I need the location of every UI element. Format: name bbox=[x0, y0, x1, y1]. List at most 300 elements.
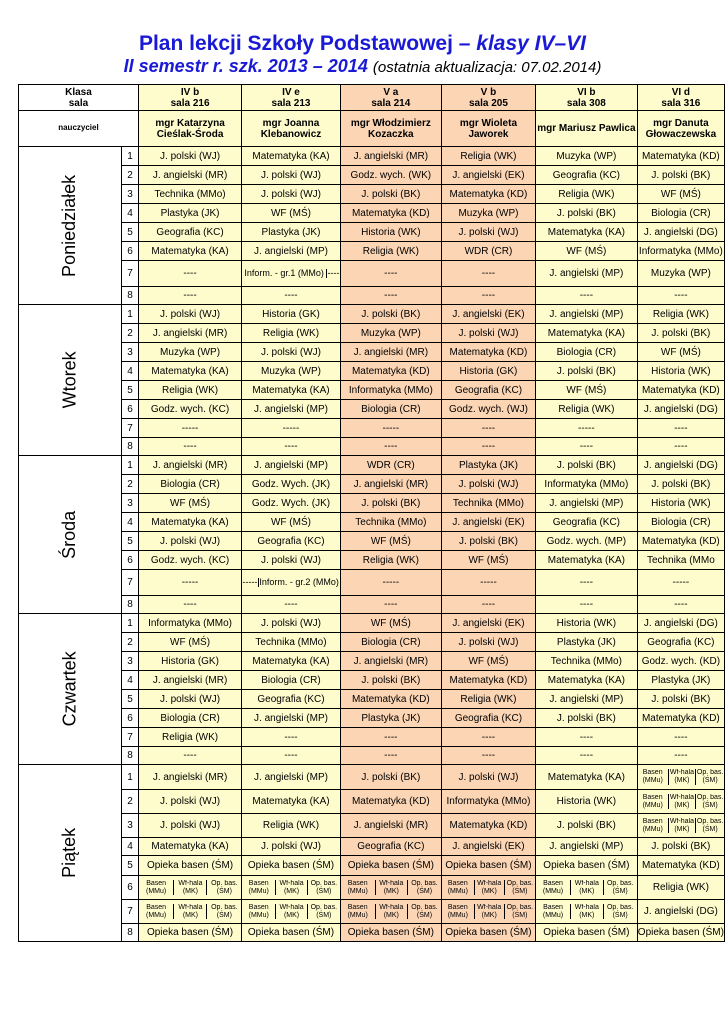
class-room: sala 308 bbox=[566, 97, 606, 109]
group-lesson: Wf-hala (MK) bbox=[375, 904, 407, 919]
klasa-label: Klasa bbox=[65, 86, 92, 98]
lesson-number: 4 bbox=[122, 513, 139, 532]
class-teacher: mgr Mariusz Pawlica bbox=[536, 111, 638, 147]
title-main: Plan lekcji Szkoły Podstawowej – bbox=[138, 32, 477, 55]
lesson-cell: Historia (WK) bbox=[536, 614, 638, 633]
lesson-cell: Religia (WK) bbox=[242, 814, 341, 838]
split-lesson bbox=[242, 269, 340, 279]
lesson-cell: J. angielski (MP) bbox=[536, 838, 638, 856]
day-label-cell bbox=[19, 456, 122, 614]
lesson-row bbox=[19, 494, 725, 513]
lesson-cell: J. polski (BK) bbox=[340, 305, 441, 324]
lesson-cell: ---- bbox=[242, 747, 341, 765]
lesson-row bbox=[19, 261, 725, 287]
lesson-cell: J. angielski (MP) bbox=[536, 305, 638, 324]
lesson-cell: Religia (WK) bbox=[340, 242, 441, 261]
lesson-cell: Matematyka (KD) bbox=[441, 814, 535, 838]
group-lesson: Basen (MMu) bbox=[542, 903, 564, 919]
lesson-cell: Geografia (KC) bbox=[536, 166, 638, 185]
class-name: V a bbox=[383, 86, 399, 98]
lesson-number: 1 bbox=[122, 305, 139, 324]
lesson-number: 2 bbox=[122, 633, 139, 652]
group-lesson: Basen (MMu) bbox=[146, 879, 167, 895]
lesson-cell: J. angielski (DG) bbox=[637, 400, 724, 419]
lesson-cell: Religia (WK) bbox=[536, 185, 638, 204]
lesson-cell bbox=[138, 876, 241, 900]
lesson-cell: Plastyka (JK) bbox=[242, 223, 341, 242]
lesson-row bbox=[19, 690, 725, 709]
lesson-cell: J. polski (WJ) bbox=[138, 814, 241, 838]
lesson-cell: J. angielski (MR) bbox=[340, 475, 441, 494]
lesson-cell: Matematyka (KA) bbox=[242, 652, 341, 671]
lesson-row bbox=[19, 924, 725, 942]
lesson-cell: Matematyka (KD) bbox=[340, 362, 441, 381]
lesson-number: 6 bbox=[122, 400, 139, 419]
lesson-cell: ----- bbox=[637, 570, 724, 596]
lesson-cell: J. polski (BK) bbox=[340, 765, 441, 790]
lesson-number: 7 bbox=[122, 570, 139, 596]
lesson-cell: Plastyka (JK) bbox=[536, 633, 638, 652]
lesson-cell: Plastyka (JK) bbox=[340, 709, 441, 728]
group-lesson: Op. bas. (ŚM) bbox=[408, 904, 441, 919]
lesson-number: 5 bbox=[122, 690, 139, 709]
lesson-cell: ---- bbox=[637, 747, 724, 765]
lesson-number: 8 bbox=[122, 438, 139, 456]
split-lesson bbox=[536, 880, 637, 895]
lesson-cell: WF (MŚ) bbox=[536, 381, 638, 400]
lesson-cell: ---- bbox=[138, 261, 241, 287]
split-lesson bbox=[638, 818, 724, 833]
title-classes: klasy IV–VI bbox=[476, 32, 587, 55]
lesson-cell: Technika (MMo) bbox=[242, 633, 341, 652]
lesson-cell: J. polski (WJ) bbox=[242, 185, 341, 204]
lesson-cell: Geografia (KC) bbox=[242, 690, 341, 709]
lesson-number: 4 bbox=[122, 671, 139, 690]
group-lesson: Wf-hala (MK) bbox=[669, 793, 694, 809]
split-lesson bbox=[139, 880, 241, 895]
lesson-cell: WF (MŚ) bbox=[138, 633, 241, 652]
day-label-cell bbox=[19, 765, 122, 942]
lesson-cell: Plastyka (JK) bbox=[441, 456, 535, 475]
lesson-cell: Historia (GK) bbox=[242, 305, 341, 324]
lesson-cell: Matematyka (KA) bbox=[242, 381, 341, 400]
lesson-cell bbox=[637, 814, 724, 838]
lesson-cell: J. polski (WJ) bbox=[441, 324, 535, 343]
split-lesson bbox=[341, 880, 441, 895]
group-lesson: Basen (MMu) bbox=[642, 817, 663, 833]
lesson-cell: Matematyka (KA) bbox=[536, 551, 638, 570]
lesson-cell: Historia (WK) bbox=[340, 223, 441, 242]
lesson-cell: Matematyka (KA) bbox=[536, 324, 638, 343]
lesson-cell: Religia (WK) bbox=[637, 876, 724, 900]
header-row-classes bbox=[19, 85, 725, 111]
lesson-cell: WF (MŚ) bbox=[637, 185, 724, 204]
lesson-cell: Opieka basen (ŚM) bbox=[242, 856, 341, 876]
split-lesson bbox=[536, 904, 637, 919]
group-lesson: Basen (MMu) bbox=[248, 879, 269, 895]
page-subtitle bbox=[0, 56, 725, 77]
lesson-row bbox=[19, 671, 725, 690]
lesson-row bbox=[19, 856, 725, 876]
lesson-cell: ---- bbox=[441, 596, 535, 614]
lesson-row bbox=[19, 147, 725, 166]
lesson-cell: ---- bbox=[340, 287, 441, 305]
lesson-cell: Matematyka (KA) bbox=[138, 362, 241, 381]
lesson-number: 2 bbox=[122, 790, 139, 814]
lesson-number: 6 bbox=[122, 709, 139, 728]
lesson-row bbox=[19, 185, 725, 204]
lesson-cell: Technika (MMo) bbox=[340, 513, 441, 532]
lesson-number: 2 bbox=[122, 166, 139, 185]
lesson-cell: WF (MŚ) bbox=[441, 652, 535, 671]
lesson-cell: ---- bbox=[536, 287, 638, 305]
lesson-cell bbox=[242, 900, 341, 924]
lesson-cell: ---- bbox=[138, 596, 241, 614]
lesson-cell: Historia (WK) bbox=[637, 494, 724, 513]
group-lesson: Wf-hala (MK) bbox=[669, 769, 694, 784]
day-name: Wtorek bbox=[59, 351, 80, 409]
class-room: sala 216 bbox=[170, 97, 210, 109]
lesson-cell: Matematyka (KD) bbox=[441, 343, 535, 362]
lesson-cell: WF (MŚ) bbox=[340, 614, 441, 633]
lesson-cell: Godz. wych. (KC) bbox=[138, 400, 241, 419]
lesson-cell: J. angielski (EK) bbox=[441, 305, 535, 324]
lesson-cell: Religia (WK) bbox=[441, 147, 535, 166]
lesson-row bbox=[19, 652, 725, 671]
group-lesson: Wf-hala (MK) bbox=[375, 880, 407, 895]
lesson-cell: Matematyka (KA) bbox=[138, 513, 241, 532]
split-lesson bbox=[341, 904, 441, 919]
lesson-cell: Geografia (KC) bbox=[242, 532, 341, 551]
lesson-cell: ----- bbox=[138, 419, 241, 438]
lesson-cell: Muzyka (WP) bbox=[441, 204, 535, 223]
lesson-cell: ---- bbox=[536, 438, 638, 456]
lesson-row bbox=[19, 765, 725, 790]
class-name: IV e bbox=[282, 86, 300, 98]
lesson-cell: Religia (WK) bbox=[242, 324, 341, 343]
lesson-cell: WF (MŚ) bbox=[441, 551, 535, 570]
lesson-row bbox=[19, 513, 725, 532]
lesson-number: 1 bbox=[122, 614, 139, 633]
lesson-number: 7 bbox=[122, 900, 139, 924]
group-lesson: Op. bas. (ŚM) bbox=[207, 880, 241, 895]
lesson-row bbox=[19, 814, 725, 838]
lesson-cell: Godz. Wych. (JK) bbox=[242, 475, 341, 494]
group-lesson: Op. bas. (ŚM) bbox=[307, 880, 339, 895]
lesson-cell: J. angielski (DG) bbox=[637, 614, 724, 633]
lesson-row bbox=[19, 324, 725, 343]
lesson-cell: Matematyka (KA) bbox=[536, 223, 638, 242]
lesson-cell: Matematyka (KD) bbox=[340, 790, 441, 814]
group-lesson: Basen (MMu) bbox=[642, 769, 663, 784]
lesson-row bbox=[19, 475, 725, 494]
lesson-number: 3 bbox=[122, 343, 139, 362]
lesson-row bbox=[19, 438, 725, 456]
lesson-cell: Historia (GK) bbox=[138, 652, 241, 671]
lesson-cell: Religia (WK) bbox=[441, 690, 535, 709]
lesson-cell: Technika (MMo) bbox=[441, 494, 535, 513]
lesson-cell: Opieka basen (ŚM) bbox=[441, 924, 535, 942]
lesson-cell: J. angielski (MR) bbox=[340, 343, 441, 362]
split-lesson bbox=[638, 769, 724, 784]
lesson-row bbox=[19, 570, 725, 596]
lesson-cell: Historia (GK) bbox=[441, 362, 535, 381]
lesson-number: 2 bbox=[122, 324, 139, 343]
lesson-cell: Opieka basen (ŚM) bbox=[536, 856, 638, 876]
lesson-cell: Geografia (KC) bbox=[138, 223, 241, 242]
lesson-cell: ---- bbox=[340, 747, 441, 765]
lesson-cell: Matematyka (KD) bbox=[637, 856, 724, 876]
lesson-cell: WF (MŚ) bbox=[242, 513, 341, 532]
lesson-cell: Opieka basen (ŚM) bbox=[441, 856, 535, 876]
lesson-cell: Opieka basen (ŚM) bbox=[536, 924, 638, 942]
lesson-cell: J. angielski (MP) bbox=[242, 456, 341, 475]
lesson-cell: Plastyka (JK) bbox=[637, 671, 724, 690]
lesson-row bbox=[19, 709, 725, 728]
lesson-cell: ---- bbox=[637, 596, 724, 614]
lesson-cell: J. polski (WJ) bbox=[441, 475, 535, 494]
lesson-cell: ---- bbox=[637, 287, 724, 305]
group-lesson: Wf-hala (MK) bbox=[174, 880, 207, 895]
group-lesson: Op. bas. (ŚM) bbox=[696, 793, 724, 809]
lesson-cell: J. polski (BK) bbox=[441, 532, 535, 551]
lesson-cell: Matematyka (KA) bbox=[138, 838, 241, 856]
lesson-cell: ---- bbox=[242, 728, 341, 747]
lesson-cell: Matematyka (KD) bbox=[441, 671, 535, 690]
group-lesson: Op. bas. (ŚM) bbox=[307, 904, 339, 919]
class-name: V b bbox=[480, 86, 497, 98]
lesson-cell: J. polski (WJ) bbox=[242, 614, 341, 633]
lesson-cell: WF (MŚ) bbox=[637, 343, 724, 362]
lesson-number: 4 bbox=[122, 362, 139, 381]
class-header bbox=[138, 85, 241, 111]
lesson-cell: J. angielski (EK) bbox=[441, 513, 535, 532]
day-name: Piątek bbox=[59, 827, 80, 879]
lesson-cell: J. polski (BK) bbox=[637, 690, 724, 709]
class-name: VI d bbox=[671, 86, 691, 98]
lesson-cell: Religia (WK) bbox=[536, 400, 638, 419]
group-lesson: Op. bas. (ŚM) bbox=[696, 769, 724, 784]
lesson-cell: J. polski (WJ) bbox=[441, 633, 535, 652]
lesson-cell: WF (MŚ) bbox=[138, 494, 241, 513]
day-name: Czwartek bbox=[59, 651, 80, 727]
lesson-cell: ---- bbox=[441, 747, 535, 765]
lesson-row bbox=[19, 728, 725, 747]
split-lesson bbox=[442, 904, 535, 919]
class-header bbox=[242, 85, 341, 111]
lesson-number: 2 bbox=[122, 475, 139, 494]
lesson-cell: J. polski (WJ) bbox=[138, 305, 241, 324]
lesson-cell: Opieka basen (ŚM) bbox=[340, 856, 441, 876]
lesson-number: 6 bbox=[122, 551, 139, 570]
lesson-cell: Geografia (KC) bbox=[637, 633, 724, 652]
lesson-cell: J. polski (BK) bbox=[340, 671, 441, 690]
lesson-number: 5 bbox=[122, 532, 139, 551]
group-lesson: Op. bas. (ŚM) bbox=[504, 904, 535, 919]
lesson-cell: J. angielski (MP) bbox=[242, 242, 341, 261]
lesson-cell: WDR (CR) bbox=[340, 456, 441, 475]
lesson-cell: ---- bbox=[340, 261, 441, 287]
lesson-number: 8 bbox=[122, 596, 139, 614]
lesson-cell: ---- bbox=[441, 438, 535, 456]
split-lesson bbox=[242, 904, 340, 919]
group-lesson: ---- bbox=[327, 268, 340, 278]
group-lesson: Wf-hala (MK) bbox=[174, 904, 207, 919]
lesson-cell: Religia (WK) bbox=[340, 551, 441, 570]
group-lesson: Op. bas. (ŚM) bbox=[603, 880, 637, 895]
lesson-cell: Matematyka (KD) bbox=[441, 185, 535, 204]
lesson-row bbox=[19, 381, 725, 400]
lesson-cell: Biologia (CR) bbox=[637, 513, 724, 532]
nauczyciel-label: nauczyciel bbox=[19, 111, 139, 147]
lesson-cell bbox=[242, 570, 341, 596]
lesson-cell bbox=[637, 765, 724, 790]
lesson-cell: J. polski (WJ) bbox=[138, 532, 241, 551]
lesson-cell: ---- bbox=[441, 728, 535, 747]
lesson-number: 7 bbox=[122, 728, 139, 747]
lesson-row bbox=[19, 223, 725, 242]
lesson-number: 5 bbox=[122, 856, 139, 876]
lesson-cell: Biologia (CR) bbox=[637, 204, 724, 223]
lesson-cell: ---- bbox=[536, 728, 638, 747]
lesson-cell: ---- bbox=[340, 596, 441, 614]
lesson-row bbox=[19, 419, 725, 438]
group-lesson: Op. bas. (ŚM) bbox=[696, 817, 724, 833]
lesson-cell: ---- bbox=[536, 747, 638, 765]
lesson-cell: J. angielski (MR) bbox=[138, 324, 241, 343]
lesson-row bbox=[19, 242, 725, 261]
lesson-cell: Religia (WK) bbox=[138, 728, 241, 747]
lesson-cell: ---- bbox=[138, 287, 241, 305]
lesson-cell bbox=[441, 900, 535, 924]
lesson-cell: J. polski (BK) bbox=[536, 814, 638, 838]
lesson-cell: Opieka basen (ŚM) bbox=[138, 924, 241, 942]
lesson-cell: Biologia (CR) bbox=[340, 633, 441, 652]
split-lesson bbox=[242, 578, 340, 588]
lesson-cell: J. angielski (MR) bbox=[138, 166, 241, 185]
lesson-row bbox=[19, 305, 725, 324]
lesson-cell: Technika (MMo) bbox=[138, 185, 241, 204]
group-lesson: Wf-hala (MK) bbox=[276, 904, 308, 919]
lesson-row bbox=[19, 614, 725, 633]
class-name: IV b bbox=[180, 86, 200, 98]
lesson-number: 4 bbox=[122, 204, 139, 223]
lesson-row bbox=[19, 362, 725, 381]
lesson-cell: J. polski (WJ) bbox=[138, 690, 241, 709]
lesson-cell: J. polski (WJ) bbox=[242, 166, 341, 185]
lesson-cell: Biologia (CR) bbox=[340, 400, 441, 419]
lesson-cell: J. angielski (EK) bbox=[441, 838, 535, 856]
lesson-number: 7 bbox=[122, 261, 139, 287]
lesson-number: 3 bbox=[122, 185, 139, 204]
lesson-cell: Technika (MMo bbox=[637, 551, 724, 570]
lesson-cell: Religia (WK) bbox=[637, 305, 724, 324]
lesson-cell: Godz. Wych. (JK) bbox=[242, 494, 341, 513]
lesson-cell: J. polski (BK) bbox=[340, 185, 441, 204]
lesson-cell: Godz. wych. (WK) bbox=[340, 166, 441, 185]
class-room: sala 214 bbox=[371, 97, 411, 109]
klasa-sala-header bbox=[19, 85, 139, 111]
lesson-cell: J. angielski (MP) bbox=[242, 709, 341, 728]
lesson-cell: Matematyka (KD) bbox=[637, 709, 724, 728]
group-lesson: Basen (MMu) bbox=[248, 903, 269, 919]
class-room: sala 316 bbox=[661, 97, 701, 109]
lesson-cell: Opieka basen (ŚM) bbox=[242, 924, 341, 942]
lesson-cell: J. polski (BK) bbox=[536, 362, 638, 381]
lesson-number: 8 bbox=[122, 287, 139, 305]
lesson-cell: Geografia (KC) bbox=[536, 513, 638, 532]
lesson-cell: J. polski (WJ) bbox=[441, 223, 535, 242]
day-label-cell bbox=[19, 305, 122, 456]
lesson-row bbox=[19, 287, 725, 305]
lesson-number: 3 bbox=[122, 814, 139, 838]
lesson-number: 5 bbox=[122, 223, 139, 242]
lesson-cell: J. angielski (MP) bbox=[536, 494, 638, 513]
lesson-cell: Geografia (KC) bbox=[340, 838, 441, 856]
lesson-cell: Religia (WK) bbox=[138, 381, 241, 400]
lesson-cell: Biologia (CR) bbox=[138, 709, 241, 728]
split-lesson bbox=[638, 794, 724, 809]
class-header bbox=[441, 85, 535, 111]
lesson-cell: J. polski (BK) bbox=[637, 324, 724, 343]
lesson-cell: ----- bbox=[340, 570, 441, 596]
lesson-cell: Matematyka (KD) bbox=[340, 690, 441, 709]
lesson-cell: J. polski (BK) bbox=[536, 204, 638, 223]
lesson-number: 7 bbox=[122, 419, 139, 438]
lesson-cell: ---- bbox=[242, 596, 341, 614]
lesson-cell: Opieka basen (ŚM) bbox=[340, 924, 441, 942]
lesson-cell: J. angielski (DG) bbox=[637, 900, 724, 924]
header-row-teachers bbox=[19, 111, 725, 147]
lesson-row bbox=[19, 532, 725, 551]
lesson-cell: WF (MŚ) bbox=[242, 204, 341, 223]
lesson-cell: J. angielski (MP) bbox=[536, 690, 638, 709]
lesson-cell: J. polski (WJ) bbox=[138, 790, 241, 814]
lesson-cell: Matematyka (KD) bbox=[637, 147, 724, 166]
class-room: sala 213 bbox=[271, 97, 311, 109]
day-name: Środa bbox=[59, 510, 80, 559]
group-lesson: Wf-hala (MK) bbox=[669, 817, 694, 833]
lesson-cell: Muzyka (WP) bbox=[637, 261, 724, 287]
lesson-cell: Biologia (CR) bbox=[536, 343, 638, 362]
group-lesson: Op. bas. (ŚM) bbox=[207, 904, 241, 919]
lesson-cell: Godz. wych. (KD) bbox=[637, 652, 724, 671]
lesson-cell: Opieka basen (ŚM) bbox=[138, 856, 241, 876]
lesson-cell: ----- bbox=[340, 419, 441, 438]
class-header bbox=[637, 85, 724, 111]
class-name: VI b bbox=[577, 86, 596, 98]
group-lesson: Wf-hala (MK) bbox=[474, 904, 504, 919]
lesson-number: 8 bbox=[122, 747, 139, 765]
group-lesson: ----- bbox=[242, 577, 258, 587]
group-lesson: Basen (MMu) bbox=[447, 879, 468, 895]
lesson-row bbox=[19, 400, 725, 419]
lesson-row bbox=[19, 838, 725, 856]
lesson-row bbox=[19, 596, 725, 614]
lesson-cell: Matematyka (KA) bbox=[536, 765, 638, 790]
lesson-row bbox=[19, 204, 725, 223]
day-label-cell bbox=[19, 614, 122, 765]
lesson-cell: Godz. wych. (MP) bbox=[536, 532, 638, 551]
split-lesson bbox=[139, 904, 241, 919]
lesson-cell: J. angielski (EK) bbox=[441, 614, 535, 633]
lesson-cell bbox=[441, 876, 535, 900]
class-header bbox=[340, 85, 441, 111]
lesson-cell: J. angielski (MR) bbox=[138, 765, 241, 790]
group-lesson: Inform. - gr.1 (MMo) bbox=[244, 268, 324, 278]
class-teacher: mgr Joanna Klebanowicz bbox=[242, 111, 341, 147]
lesson-row bbox=[19, 900, 725, 924]
